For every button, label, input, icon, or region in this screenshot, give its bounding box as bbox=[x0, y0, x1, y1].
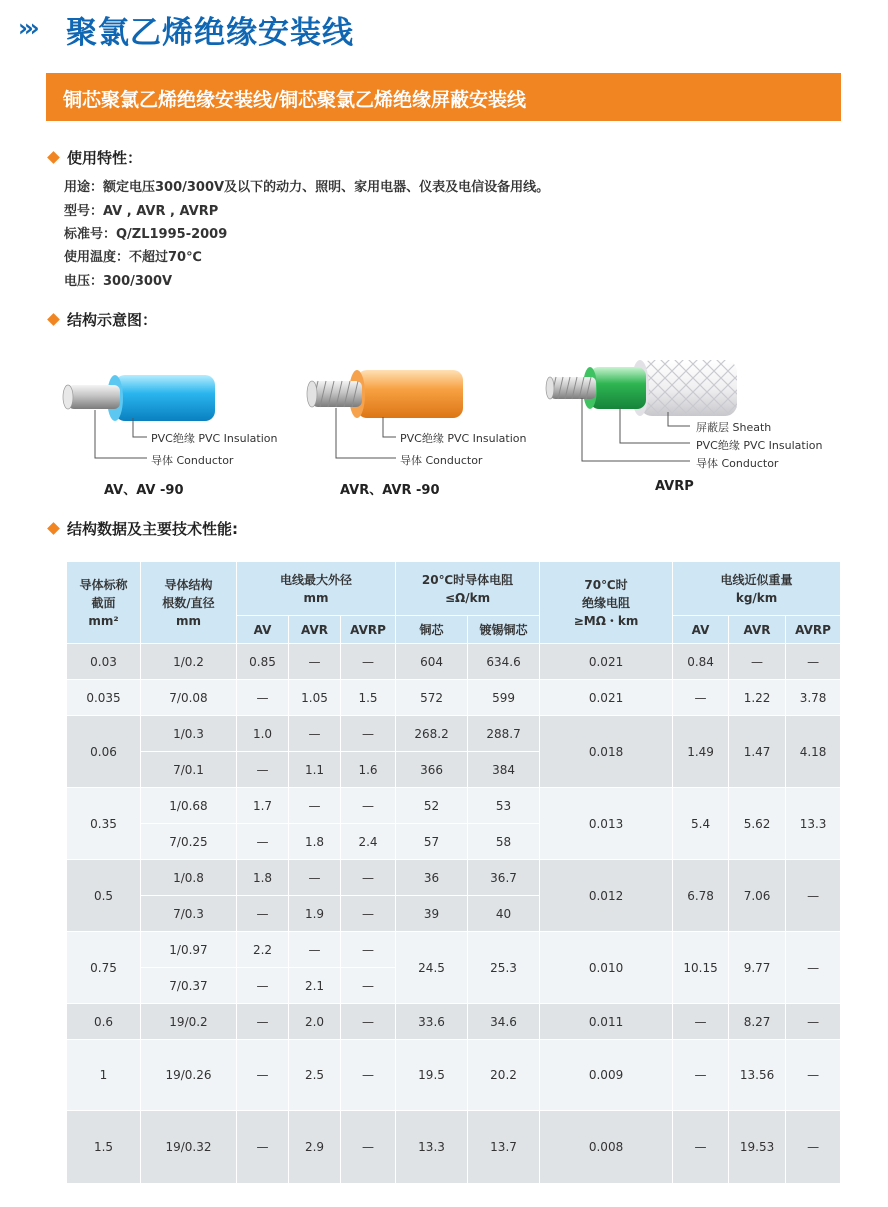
table-cell: — bbox=[341, 860, 396, 896]
table-cell: — bbox=[341, 644, 396, 680]
table-cell: 34.6 bbox=[468, 1004, 540, 1040]
table-cell: 0.06 bbox=[67, 716, 141, 788]
table-cell: — bbox=[673, 1040, 729, 1111]
av-conductor-label: 导体 Conductor bbox=[151, 454, 234, 467]
header-line: 电线最大外径 bbox=[280, 572, 353, 587]
table-row bbox=[67, 1004, 841, 1040]
table-cell: — bbox=[786, 1040, 841, 1111]
spec-voltage: 电压：300/300V bbox=[64, 274, 173, 289]
table-cell: 0.009 bbox=[540, 1040, 673, 1111]
table-cell: 6.78 bbox=[673, 860, 729, 932]
subheader-av: AV bbox=[237, 616, 289, 644]
table-cell: 40 bbox=[468, 896, 540, 932]
table-cell: 7/0.25 bbox=[141, 824, 237, 860]
table-cell: — bbox=[673, 680, 729, 716]
table-cell: — bbox=[289, 644, 341, 680]
header-line: 20℃时导体电阻 bbox=[421, 572, 514, 587]
table-cell: 1.1 bbox=[289, 752, 341, 788]
header-resistance70 bbox=[540, 562, 673, 644]
table-cell: 634.6 bbox=[468, 644, 540, 680]
header-line: 70℃时 bbox=[584, 577, 628, 592]
table-cell: 39 bbox=[396, 896, 468, 932]
table-cell: 1.47 bbox=[729, 716, 786, 788]
table-cell: — bbox=[786, 644, 841, 680]
bullet-diamond-icon bbox=[47, 151, 60, 164]
table-row bbox=[67, 1111, 841, 1184]
avrp-insulation-label: PVC绝缘 PVC Insulation bbox=[696, 439, 823, 452]
header-line: 导体结构 bbox=[164, 577, 213, 592]
table-cell: — bbox=[673, 1111, 729, 1184]
bullet-diamond-icon bbox=[47, 313, 60, 326]
spec-usage: 用途：额定电压300/300V及以下的动力、照明、家用电器、仪表及电信设备用线。 bbox=[64, 180, 550, 195]
table-cell: 7.06 bbox=[729, 860, 786, 932]
table-cell: — bbox=[341, 1040, 396, 1111]
table-cell: 53 bbox=[468, 788, 540, 824]
table-cell: 0.35 bbox=[67, 788, 141, 860]
table-cell: 1.49 bbox=[673, 716, 729, 788]
table-cell: 0.5 bbox=[67, 860, 141, 932]
table-cell: — bbox=[673, 1004, 729, 1040]
subheader-avrp: AVRP bbox=[341, 616, 396, 644]
table-row bbox=[67, 716, 841, 752]
table-cell: 13.7 bbox=[468, 1111, 540, 1184]
table-cell: 7/0.1 bbox=[141, 752, 237, 788]
table-cell: 2.2 bbox=[237, 932, 289, 968]
table-row bbox=[67, 860, 841, 896]
table-cell: 1.22 bbox=[729, 680, 786, 716]
table-cell: 36.7 bbox=[468, 860, 540, 896]
table-cell: 2.1 bbox=[289, 968, 341, 1004]
header-line: mm² bbox=[88, 613, 119, 628]
table-cell: — bbox=[341, 932, 396, 968]
table-cell: — bbox=[341, 1111, 396, 1184]
table-cell: 1.5 bbox=[67, 1111, 141, 1184]
table-cell: 599 bbox=[468, 680, 540, 716]
table-cell: 5.62 bbox=[729, 788, 786, 860]
table-cell: 1.6 bbox=[341, 752, 396, 788]
table-cell: — bbox=[289, 788, 341, 824]
subheader-weight-avrp: AVRP bbox=[786, 616, 841, 644]
table-cell: 10.15 bbox=[673, 932, 729, 1004]
avrp-conductor-label: 导体 Conductor bbox=[696, 457, 779, 470]
table-cell: 268.2 bbox=[396, 716, 468, 752]
table-row bbox=[67, 1040, 841, 1111]
header-resistance20 bbox=[396, 562, 540, 616]
table-cell: 1.7 bbox=[237, 788, 289, 824]
table-cell: 2.9 bbox=[289, 1111, 341, 1184]
table-row bbox=[67, 932, 841, 968]
table-cell: 572 bbox=[396, 680, 468, 716]
section-diagram-label: 结构示意图： bbox=[67, 311, 158, 329]
header-weight bbox=[673, 562, 841, 616]
av-insulation-label: PVC绝缘 PVC Insulation bbox=[151, 432, 278, 445]
page-title: 聚氯乙烯绝缘安装线 bbox=[66, 15, 354, 51]
table-cell: 1.8 bbox=[289, 824, 341, 860]
table-cell: 24.5 bbox=[396, 932, 468, 1004]
table-cell: 1 bbox=[67, 1040, 141, 1111]
table-cell: — bbox=[289, 860, 341, 896]
avr-insulation-label: PVC绝缘 PVC Insulation bbox=[400, 432, 527, 445]
spec-temperature: 使用温度：不超过70℃ bbox=[64, 250, 202, 265]
table-cell: 52 bbox=[396, 788, 468, 824]
header-line: 导体标称 bbox=[79, 577, 128, 592]
table-cell: — bbox=[341, 716, 396, 752]
table-cell: — bbox=[341, 788, 396, 824]
table-cell: 25.3 bbox=[468, 932, 540, 1004]
table-cell: 19/0.26 bbox=[141, 1040, 237, 1111]
table-cell: 58 bbox=[468, 824, 540, 860]
table-cell: — bbox=[341, 1004, 396, 1040]
avrp-sheath-label: 屏蔽层 Sheath bbox=[696, 421, 772, 434]
table-cell: — bbox=[237, 752, 289, 788]
table-cell: 288.7 bbox=[468, 716, 540, 752]
header-line: 根数/直径 bbox=[162, 595, 215, 610]
table-cell: 19/0.2 bbox=[141, 1004, 237, 1040]
table-cell: 13.3 bbox=[786, 788, 841, 860]
table-cell: 19.53 bbox=[729, 1111, 786, 1184]
subheader-weight-av: AV bbox=[673, 616, 729, 644]
avr-caption: AVR、AVR -90 bbox=[340, 483, 440, 498]
table-cell: 366 bbox=[396, 752, 468, 788]
table-cell: 1.05 bbox=[289, 680, 341, 716]
table-cell: — bbox=[289, 932, 341, 968]
header-line: mm bbox=[175, 613, 201, 628]
section-features-label: 使用特性： bbox=[67, 149, 143, 167]
avrp-caption: AVRP bbox=[655, 479, 694, 494]
table-cell: 0.021 bbox=[540, 644, 673, 680]
table-cell: 4.18 bbox=[786, 716, 841, 788]
banner-title: 铜芯聚氯乙烯绝缘安装线/铜芯聚氯乙烯绝缘屏蔽安装线 bbox=[63, 89, 526, 111]
table-cell: 8.27 bbox=[729, 1004, 786, 1040]
table-cell: 7/0.3 bbox=[141, 896, 237, 932]
table-cell: 19/0.32 bbox=[141, 1111, 237, 1184]
table-cell: 1.5 bbox=[341, 680, 396, 716]
table-cell: 5.4 bbox=[673, 788, 729, 860]
table-row bbox=[67, 680, 841, 716]
subheader-avr: AVR bbox=[289, 616, 341, 644]
spec-model: 型号：AV , AVR , AVRP bbox=[64, 204, 219, 219]
table-cell: 0.010 bbox=[540, 932, 673, 1004]
header-line: 绝缘电阻 bbox=[582, 595, 631, 610]
table-cell: 19.5 bbox=[396, 1040, 468, 1111]
table-cell: 0.85 bbox=[237, 644, 289, 680]
table-cell: 2.5 bbox=[289, 1040, 341, 1111]
table-cell: 0.6 bbox=[67, 1004, 141, 1040]
avr-conductor-label: 导体 Conductor bbox=[400, 454, 483, 467]
table-cell: 0.03 bbox=[67, 644, 141, 680]
table-cell: 1/0.97 bbox=[141, 932, 237, 968]
header-line: 截面 bbox=[91, 595, 116, 610]
table-cell: — bbox=[237, 824, 289, 860]
table-cell: — bbox=[237, 680, 289, 716]
table-cell: 1/0.2 bbox=[141, 644, 237, 680]
header-line: kg/km bbox=[735, 590, 778, 605]
table-cell: 1/0.8 bbox=[141, 860, 237, 896]
av-caption: AV、AV -90 bbox=[104, 483, 184, 498]
bullet-diamond-icon bbox=[47, 522, 60, 535]
table-cell: 0.012 bbox=[540, 860, 673, 932]
table-cell: 1.0 bbox=[237, 716, 289, 752]
header-diameter bbox=[237, 562, 396, 616]
table-cell: 0.84 bbox=[673, 644, 729, 680]
table-cell: — bbox=[341, 968, 396, 1004]
table-cell: 3.78 bbox=[786, 680, 841, 716]
table-cell: 1/0.68 bbox=[141, 788, 237, 824]
table-row bbox=[67, 788, 841, 824]
table-cell: 7/0.37 bbox=[141, 968, 237, 1004]
header-line: ≥MΩ・km bbox=[573, 613, 639, 628]
table-cell: 1.8 bbox=[237, 860, 289, 896]
table-cell: 604 bbox=[396, 644, 468, 680]
table-cell: — bbox=[729, 644, 786, 680]
subheader-tinned-copper: 镀锡铜芯 bbox=[468, 616, 540, 644]
table-cell: 13.56 bbox=[729, 1040, 786, 1111]
table-cell: — bbox=[237, 1004, 289, 1040]
header-structure bbox=[141, 562, 237, 644]
table-cell: — bbox=[786, 932, 841, 1004]
table-cell: 33.6 bbox=[396, 1004, 468, 1040]
product-banner bbox=[46, 73, 841, 121]
table-cell: 1/0.3 bbox=[141, 716, 237, 752]
table-cell: 2.0 bbox=[289, 1004, 341, 1040]
table-cell: — bbox=[786, 860, 841, 932]
table-cell: — bbox=[289, 716, 341, 752]
section-diagram-heading bbox=[46, 309, 157, 330]
table-cell: 384 bbox=[468, 752, 540, 788]
spec-table bbox=[66, 561, 841, 1184]
spec-standard: 标准号：Q/ZL1995-2009 bbox=[64, 227, 228, 242]
table-cell: 1.9 bbox=[289, 896, 341, 932]
subheader-copper: 铜芯 bbox=[396, 616, 468, 644]
header-line: ≤Ω/km bbox=[444, 590, 491, 605]
section-data-heading bbox=[46, 518, 238, 539]
table-cell: — bbox=[786, 1111, 841, 1184]
table-cell: — bbox=[237, 896, 289, 932]
table-cell: — bbox=[786, 1004, 841, 1040]
subheader-weight-avr: AVR bbox=[729, 616, 786, 644]
table-cell: 7/0.08 bbox=[141, 680, 237, 716]
table-cell: — bbox=[237, 1040, 289, 1111]
table-cell: 13.3 bbox=[396, 1111, 468, 1184]
table-cell: 0.011 bbox=[540, 1004, 673, 1040]
title-arrows: ››› bbox=[18, 14, 36, 42]
table-row bbox=[67, 644, 841, 680]
table-cell: 0.008 bbox=[540, 1111, 673, 1184]
table-cell: — bbox=[237, 1111, 289, 1184]
table-cell: 9.77 bbox=[729, 932, 786, 1004]
table-cell: 2.4 bbox=[341, 824, 396, 860]
table-cell: 0.018 bbox=[540, 716, 673, 788]
header-line: mm bbox=[303, 590, 329, 605]
table-cell: 57 bbox=[396, 824, 468, 860]
section-features-heading bbox=[46, 147, 142, 168]
table-cell: 0.75 bbox=[67, 932, 141, 1004]
table-cell: 36 bbox=[396, 860, 468, 896]
header-area bbox=[67, 562, 141, 644]
table-cell: 20.2 bbox=[468, 1040, 540, 1111]
table-cell: — bbox=[341, 896, 396, 932]
table-cell: 0.035 bbox=[67, 680, 141, 716]
table-cell: 0.013 bbox=[540, 788, 673, 860]
table-cell: 0.021 bbox=[540, 680, 673, 716]
table-cell: — bbox=[237, 968, 289, 1004]
section-data-label: 结构数据及主要技术性能: bbox=[67, 520, 238, 538]
header-line: 电线近似重量 bbox=[720, 572, 793, 587]
